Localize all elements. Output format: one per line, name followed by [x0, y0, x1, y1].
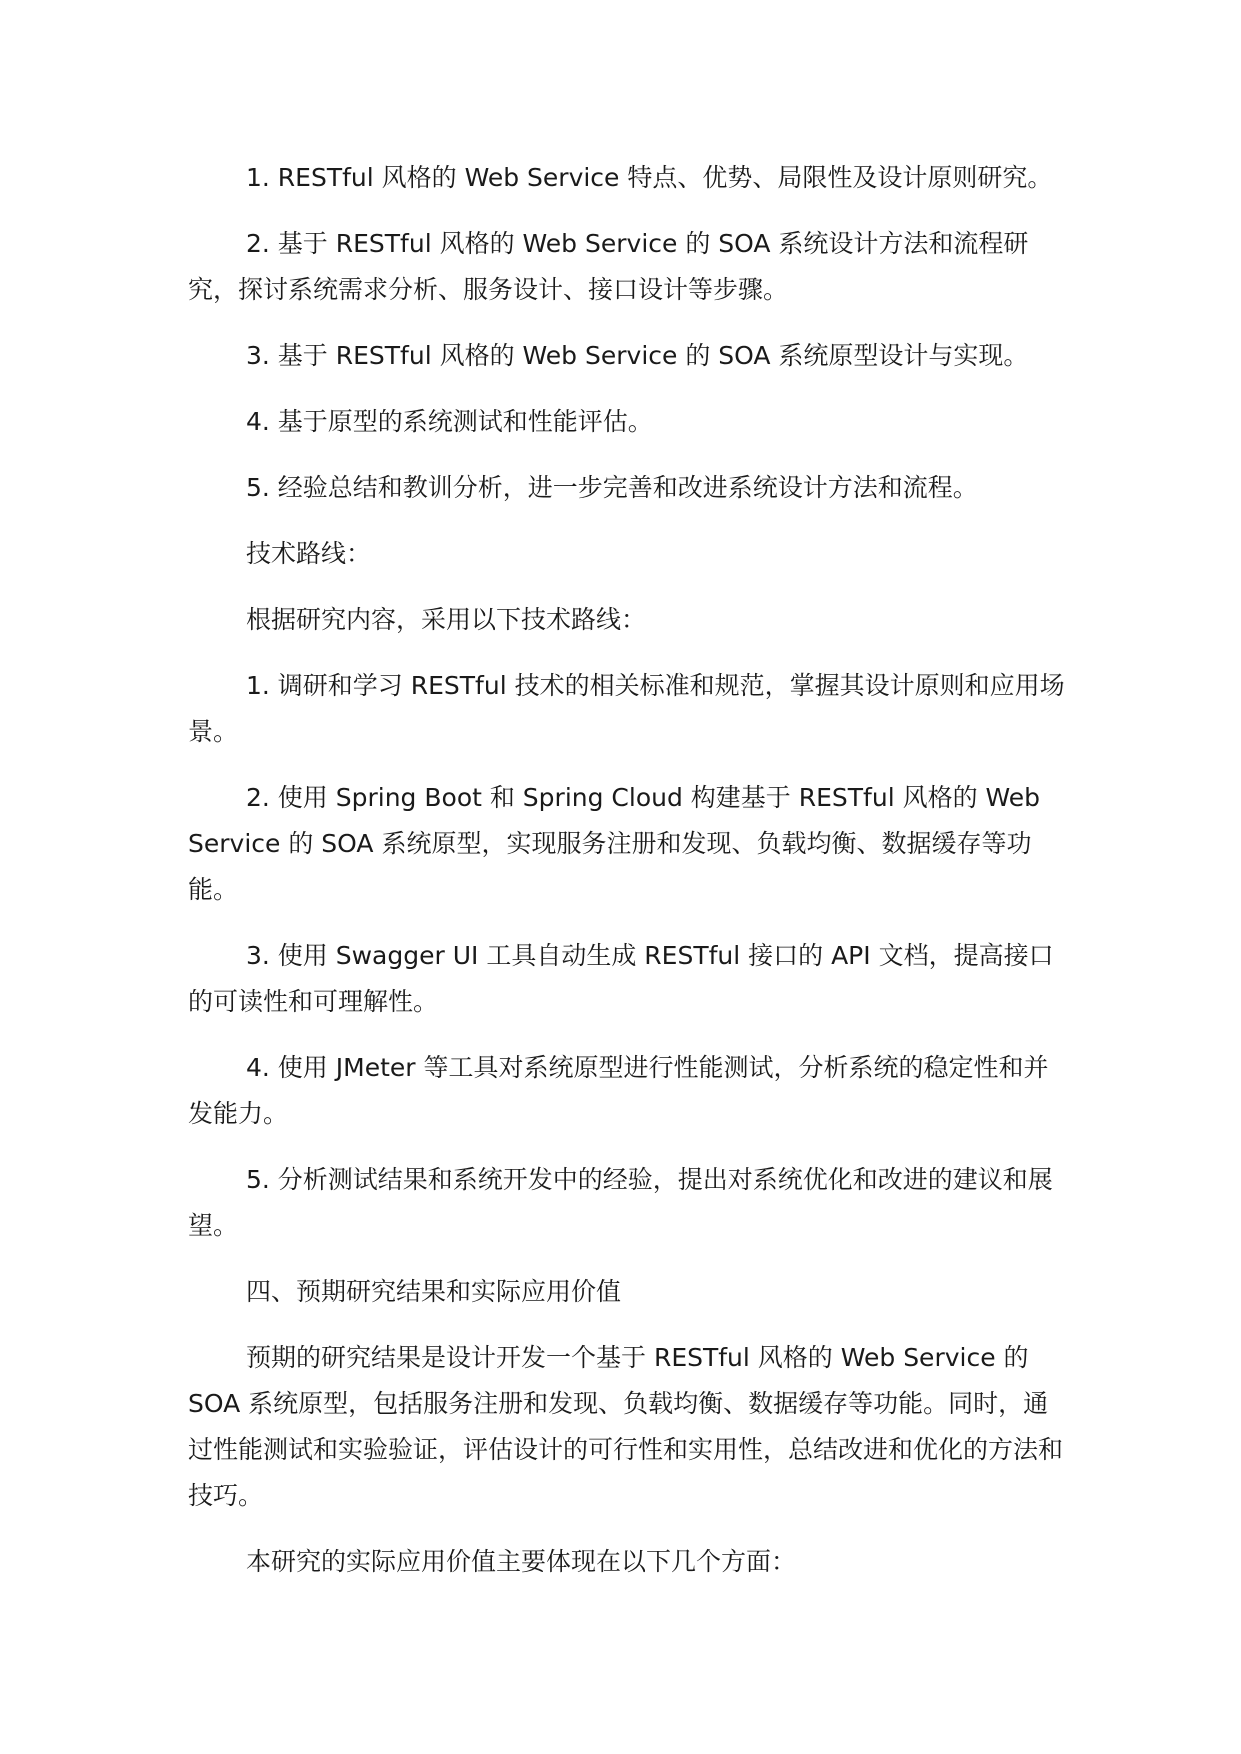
tech-route-item-2: 2. 使用 Spring Boot 和 Spring Cloud 构建基于 RESTful 风格的 Web Service 的 SOA 系统原型，实现服务注册和发现、负载均衡、数据缓存等功能。	[188, 783, 1041, 904]
section-label-tech-route: 技术路线：	[246, 539, 372, 568]
research-item-4: 4. 基于原型的系统测试和性能评估。	[246, 407, 653, 436]
tech-route-intro: 根据研究内容，采用以下技术路线：	[246, 605, 647, 634]
tech-route-item-1: 1. 调研和学习 RESTful 技术的相关标准和规范，掌握其设计原则和应用场景。	[188, 671, 1065, 746]
research-item-1: 1. RESTful 风格的 Web Service 特点、优势、局限性及设计原则研究。	[246, 163, 1053, 192]
document-body	[188, 155, 1068, 1605]
tech-route-item-4: 4. 使用 JMeter 等工具对系统原型进行性能测试，分析系统的稳定性和并发能力。	[188, 1053, 1049, 1128]
expected-results-paragraph: 预期的研究结果是设计开发一个基于 RESTful 风格的 Web Service 的 SOA 系统原型，包括服务注册和发现、负载均衡、数据缓存等功能。同时，通过性能测试和实验验证，评估设计的可行性和实用性，总结改进和优化的方法和技巧。	[188, 1343, 1064, 1510]
section-heading-4: 四、预期研究结果和实际应用价值	[246, 1277, 622, 1306]
research-item-5: 5. 经验总结和教训分析，进一步完善和改进系统设计方法和流程。	[246, 473, 978, 502]
application-value-intro: 本研究的实际应用价值主要体现在以下几个方面：	[246, 1547, 797, 1576]
research-item-2: 2. 基于 RESTful 风格的 Web Service 的 SOA 系统设计方法和流程研究，探讨系统需求分析、服务设计、接口设计等步骤。	[188, 229, 1029, 304]
research-item-3: 3. 基于 RESTful 风格的 Web Service 的 SOA 系统原型设计与实现。	[246, 341, 1029, 370]
tech-route-item-3: 3. 使用 Swagger UI 工具自动生成 RESTful 接口的 API 文档，提高接口的可读性和可理解性。	[188, 941, 1054, 1016]
tech-route-item-5: 5. 分析测试结果和系统开发中的经验，提出对系统优化和改进的建议和展望。	[188, 1165, 1053, 1240]
